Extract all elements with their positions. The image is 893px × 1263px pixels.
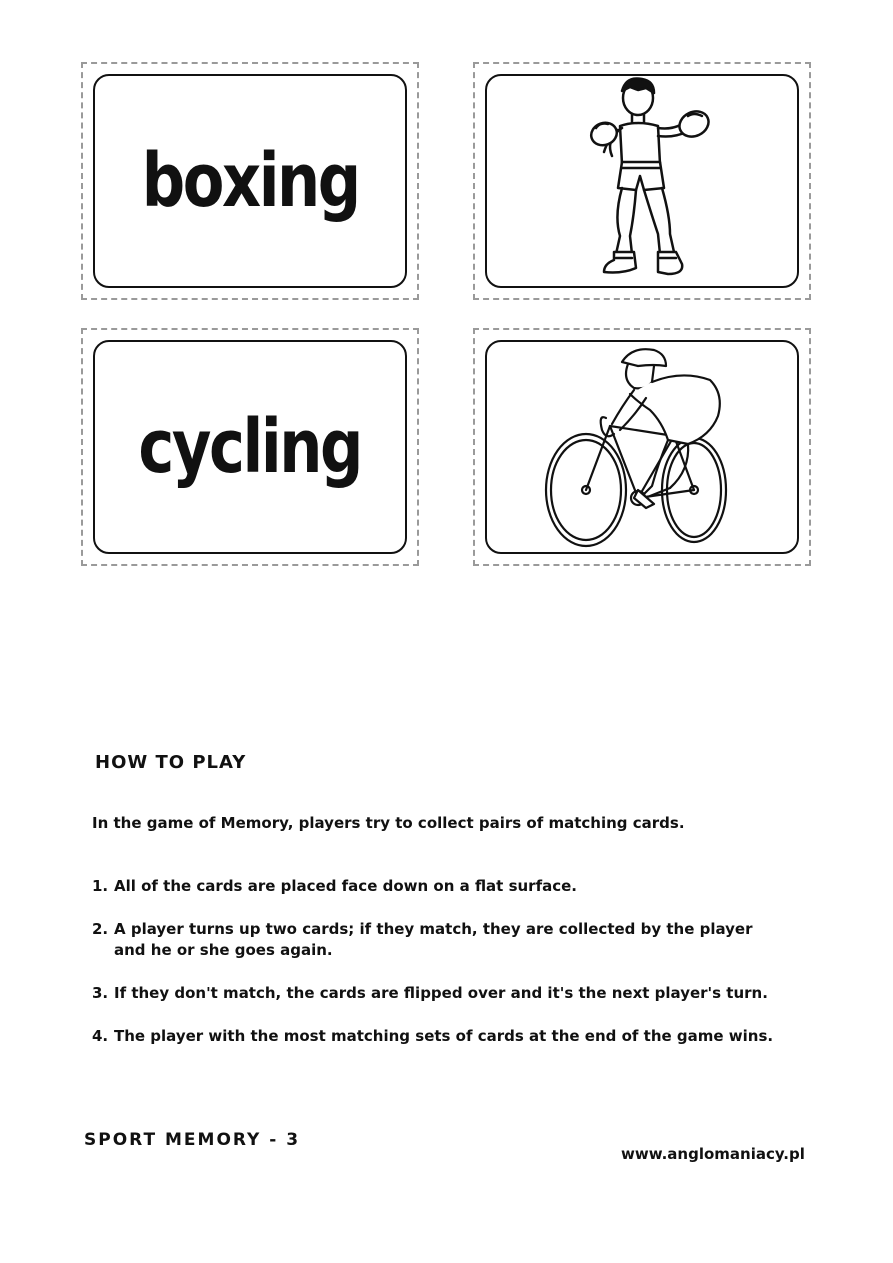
rule-text: If they don't match, the cards are flipped over and it's the next player's turn. bbox=[114, 984, 768, 1002]
rule-number: 3. bbox=[92, 984, 109, 1002]
card-cut-line bbox=[81, 328, 419, 566]
rule-item bbox=[92, 919, 822, 961]
website-link[interactable]: www.anglomaniacy.pl bbox=[621, 1145, 805, 1163]
card-cut-line bbox=[81, 62, 419, 300]
rule-number: 4. bbox=[92, 1027, 109, 1045]
footer-title: SPORT MEMORY - 3 bbox=[84, 1130, 301, 1150]
card-cut-line bbox=[473, 62, 811, 300]
card-word: boxing bbox=[141, 138, 359, 224]
intro-text: In the game of Memory, players try to collect pairs of matching cards. bbox=[92, 814, 685, 832]
rule-text: A player turns up two cards; if they match, they are collected by the player bbox=[114, 920, 753, 938]
word-card-boxing bbox=[93, 74, 407, 288]
card-word: cycling bbox=[138, 404, 362, 490]
rule-text-continued: and he or she goes again. bbox=[114, 941, 333, 959]
rule-item bbox=[92, 983, 822, 1004]
picture-card-cycling bbox=[485, 340, 799, 554]
picture-card-boxing bbox=[485, 74, 799, 288]
rule-item bbox=[92, 1026, 822, 1047]
cyclist-icon bbox=[542, 340, 742, 554]
word-card-cycling bbox=[93, 340, 407, 554]
how-to-play-heading: HOW TO PLAY bbox=[95, 752, 247, 773]
rule-item bbox=[92, 876, 822, 897]
rules-list bbox=[92, 876, 822, 1069]
rule-number: 2. bbox=[92, 920, 109, 938]
rule-text: The player with the most matching sets of cards at the end of the game wins. bbox=[114, 1027, 774, 1045]
boxer-icon bbox=[542, 76, 742, 286]
rule-text: All of the cards are placed face down on a flat surface. bbox=[114, 877, 577, 895]
rule-number: 1. bbox=[92, 877, 109, 895]
card-cut-line bbox=[473, 328, 811, 566]
